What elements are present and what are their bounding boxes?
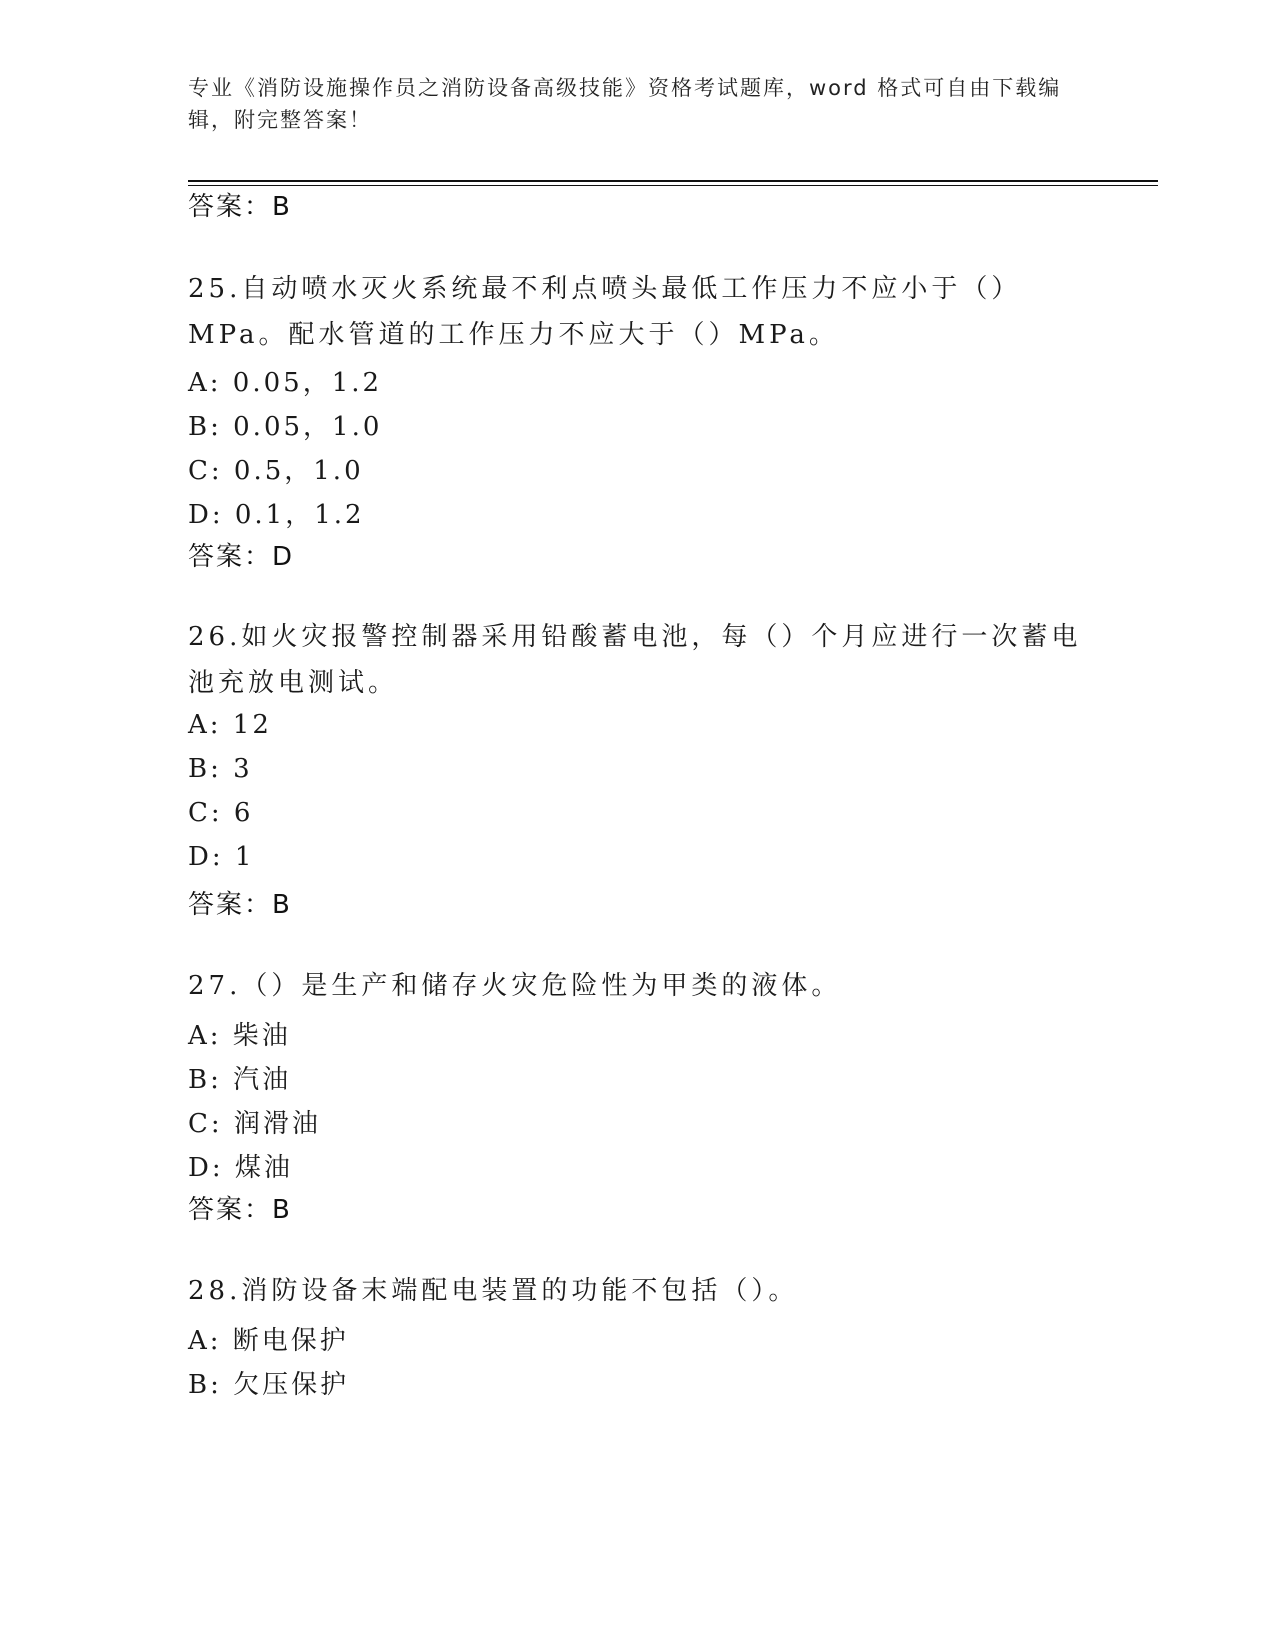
option-a: A: 12: [188, 710, 272, 740]
option-d: D: 0.1，1.2: [188, 500, 365, 530]
option-a: A: 0.05，1.2: [188, 368, 383, 398]
option-b: B: 欠压保护: [188, 1370, 350, 1400]
option-b: B: 汽油: [188, 1065, 292, 1095]
option-b: B: 3: [188, 754, 253, 784]
question-text: 25.自动喷水灭火系统最不利点喷头最低工作压力不应小于（）MPa。配水管道的工作压力不应大于（）MPa。: [188, 274, 1022, 350]
answer-label: 答案：B: [188, 890, 292, 920]
question-text: 28.消防设备末端配电装置的功能不包括（）。: [188, 1276, 799, 1306]
option-b: B: 0.05，1.0: [188, 412, 383, 442]
document-header: 专业《消防设施操作员之消防设备高级技能》资格考试题库，word 格式可自由下载编辑，附完整答案！: [188, 76, 1062, 132]
option-d: D: 煤油: [188, 1153, 293, 1183]
answer-label: 答案：B: [188, 192, 292, 222]
question-text: 27.（）是生产和储存火灾危险性为甲类的液体。: [188, 971, 842, 1001]
option-c: C: 润滑油: [188, 1109, 321, 1139]
option-a: A: 柴油: [188, 1021, 291, 1051]
option-c: C: 6: [188, 798, 254, 828]
option-a: A: 断电保护: [188, 1326, 349, 1356]
answer-label: 答案：D: [188, 542, 295, 572]
option-c: C: 0.5，1.0: [188, 456, 364, 486]
question-text: 26.如火灾报警控制器采用铅酸蓄电池，每（）个月应进行一次蓄电池充放电测试。: [188, 622, 1082, 698]
option-d: D: 1: [188, 842, 255, 872]
answer-label: 答案：B: [188, 1195, 292, 1225]
header-divider: [188, 180, 1158, 182]
header-divider-thin: [188, 185, 1158, 186]
